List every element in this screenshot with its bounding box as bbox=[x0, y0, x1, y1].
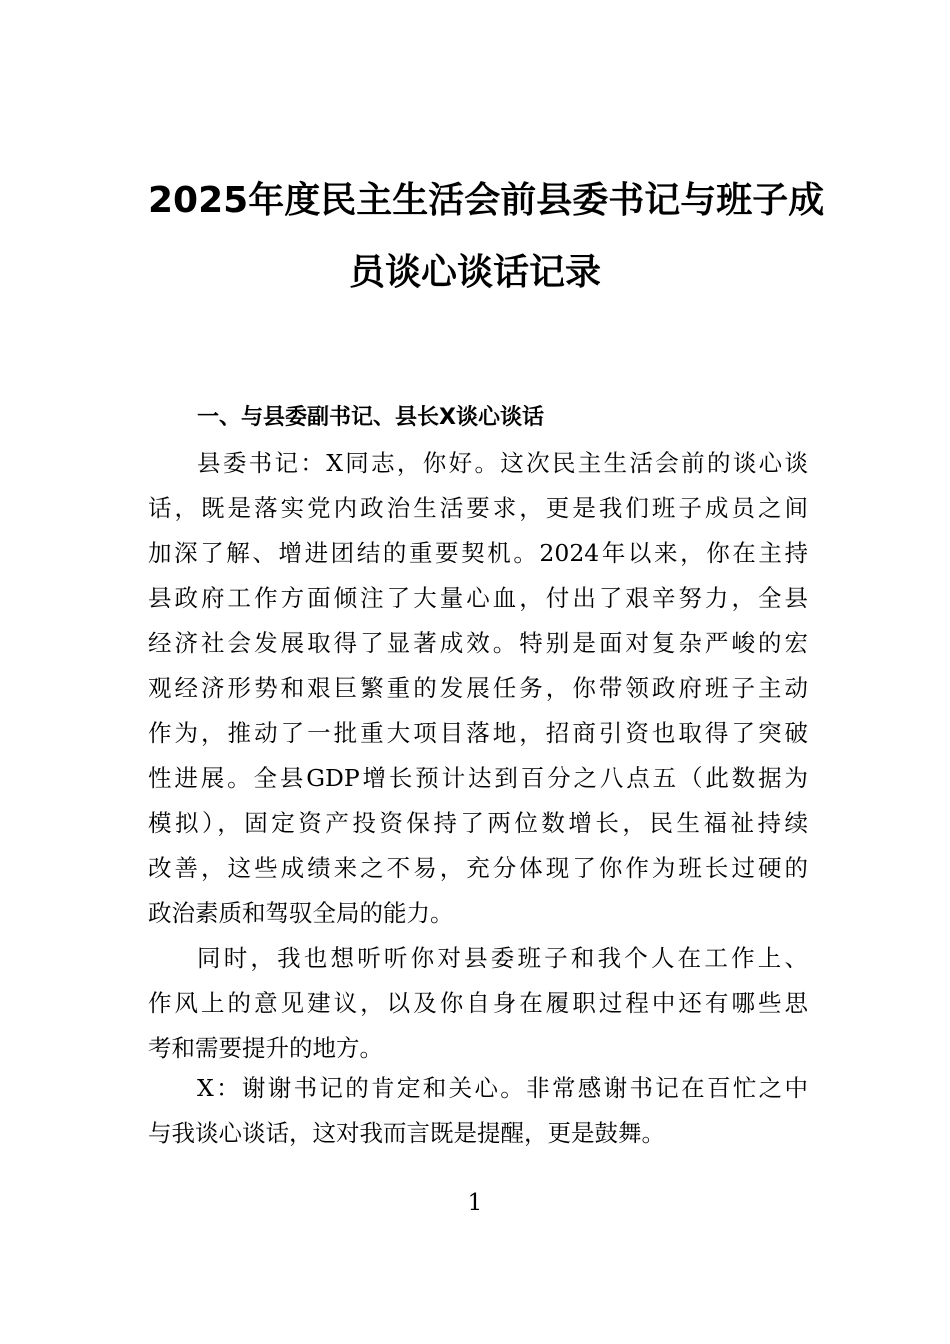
paragraph-line: 县政府工作方面倾注了大量心血，付出了艰辛努力，全县 bbox=[148, 584, 808, 612]
title-line-2: 员谈心谈话记录 bbox=[348, 252, 601, 293]
paragraph-line: 改善，这些成绩来之不易，充分体现了你作为班长过硬的 bbox=[148, 854, 808, 882]
paragraph-line: 与我谈心谈话，这对我而言既是提醒，更是鼓舞。 bbox=[148, 1119, 665, 1147]
paragraph-line: 作风上的意见建议，以及你自身在履职过程中还有哪些思 bbox=[148, 989, 808, 1017]
paragraph-line: 观经济形势和艰巨繁重的发展任务，你带领政府班子主动 bbox=[148, 674, 808, 702]
paragraph-line: 性进展。全县GDP增长预计达到百分之八点五（此数据为 bbox=[148, 764, 808, 792]
paragraph-line: 经济社会发展取得了显著成效。特别是面对复杂严峻的宏 bbox=[148, 629, 808, 657]
paragraph-line: 话，既是落实党内政治生活要求，更是我们班子成员之间 bbox=[148, 494, 808, 522]
paragraph-2 bbox=[148, 936, 808, 1071]
paragraph-3 bbox=[148, 1066, 808, 1156]
title-line-1: 2025年度民主生活会前县委书记与班子成 bbox=[148, 180, 825, 221]
paragraph-line: 加深了解、增进团结的重要契机。2024年以来，你在主持 bbox=[148, 539, 808, 567]
paragraph-line: 政治素质和驾驭全局的能力。 bbox=[148, 899, 454, 927]
paragraph-line: 作为，推动了一批重大项目落地，招商引资也取得了突破 bbox=[148, 719, 808, 747]
document-title bbox=[148, 165, 825, 309]
paragraph-line: 模拟），固定资产投资保持了两位数增长，民生福祉持续 bbox=[148, 809, 808, 837]
section-heading: 一、与县委副书记、县长X谈心谈话 bbox=[197, 405, 544, 430]
paragraph-line: X：谢谢书记的肯定和关心。非常感谢书记在百忙之中 bbox=[197, 1074, 808, 1102]
page-number: 1 bbox=[467, 1190, 483, 1216]
paragraph-line: 考和需要提升的地方。 bbox=[148, 1034, 383, 1062]
paragraph-1 bbox=[148, 441, 808, 936]
paragraph-line: 同时，我也想听听你对县委班子和我个人在工作上、 bbox=[197, 944, 808, 972]
paragraph-line: 县委书记：X同志，你好。这次民主生活会前的谈心谈 bbox=[197, 449, 808, 477]
